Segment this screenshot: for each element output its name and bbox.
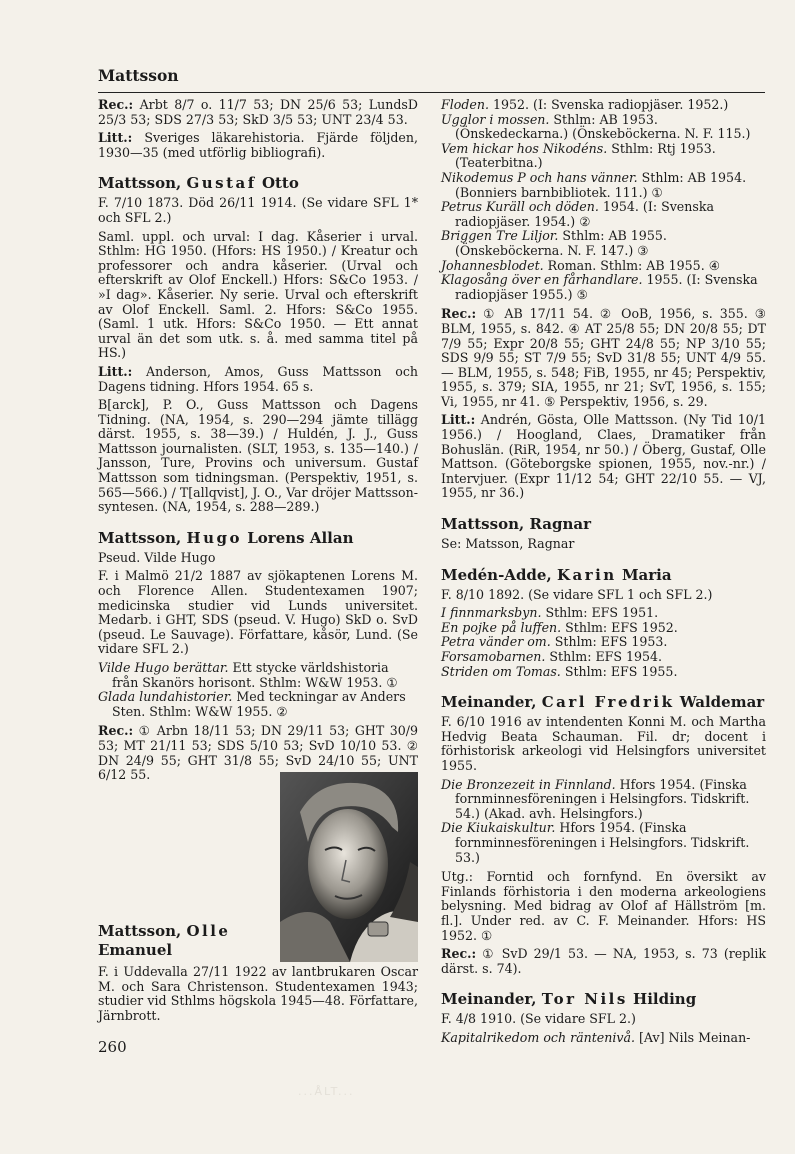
entry-heading (441, 990, 766, 1008)
heading-rest: Otto (261, 174, 299, 193)
work-entry (441, 113, 766, 142)
paragraph-text: Pseud. Vilde Hugo (98, 549, 216, 565)
text-paragraph (98, 551, 418, 566)
work-entry (441, 1031, 766, 1046)
heading-surname: Mattsson, (441, 515, 525, 534)
heading-rest: Ragnar (529, 515, 591, 534)
olle-surname: Mattsson, (98, 922, 182, 940)
header-rule (98, 92, 765, 93)
entry-heading (441, 693, 766, 711)
paragraph-text: Arbt 8/7 o. 11/7 53; DN 25/6 53; LundsD 25/3 53; SDS 27/3 53; SkD 3/5 53; UNT 23/4 53. (98, 97, 418, 127)
work-details: Sthlm: AB 1953. (Önskedeckarna.) (Önskeböckerna. N. F. 115.) (455, 111, 751, 142)
work-details: Sthlm: EFS 1951. (541, 605, 659, 621)
paragraph-text: Sveriges läkarehistoria. Fjärde följden, 1930—35 (med utförlig bibliografi). (98, 130, 418, 160)
left-column (98, 98, 418, 787)
work-entry (441, 635, 766, 650)
work-entry (441, 98, 766, 113)
paragraph-text: B[arck], P. O., Guss Mattsson och Dagens Tidning. (NA, 1954, s. 290—294 jämte tillägg därst. 1955, s. 38—39.) / Huldén, J. J., Guss Mattsson journalisten. (SLT, 1953, s. 135—140.) / Jansson, Ture, Provins och universum. Gustaf Mattsson som tidningsman. (Perspektiv, 1951, s. 565—566.) / T[allqvist], J. O., Var dröjer Mattsson-syntesen. (NA, 1954, s. 288—289.) (98, 397, 418, 515)
paragraph-text: ① SvD 29/1 53. — NA, 1953, s. 73 (replik därst. s. 74). (441, 946, 766, 976)
paragraph-text: F. 7/10 1873. Död 26/11 1914. (Se vidare SFL 1* och SFL 2.) (98, 195, 418, 225)
heading-surname: Mattsson, (98, 528, 182, 547)
work-title: I finnmarksbyn. (441, 605, 542, 621)
paragraph-label: Rec.: (441, 306, 477, 322)
work-title: Klagosång över en fårhandlare. (441, 272, 643, 288)
heading-surname: Mattsson, (98, 174, 182, 193)
work-details: Hfors 1954. (Finska fornminnesföreningen i Helsingfors. Tidskrift. 53.) (455, 820, 750, 865)
work-details: Sthlm: EFS 1955. (560, 663, 678, 679)
work-title: En pojke på luffen. (441, 619, 562, 635)
work-title: Briggen Tre Liljor. (441, 228, 559, 244)
paragraph-label: Rec.: (441, 946, 477, 962)
entry-heading (441, 566, 766, 584)
heading-given: Hugo (186, 528, 243, 547)
heading-given: Tor Nils (541, 990, 628, 1009)
paragraph-text: ① Arbn 18/11 53; DN 29/11 53; GHT 30/9 53; MT 21/11 53; SDS 5/10 53; SvD 10/10 53. ② DN 24/9 55; GHT 31/8 55; SvD 24/10 55; UNT 6/12 55. (98, 723, 418, 783)
paragraph-label: Litt.: (441, 412, 476, 428)
work-title: Glada lundahistorier. (98, 689, 233, 705)
text-paragraph (441, 413, 766, 501)
work-entry (441, 606, 766, 621)
work-details: [Av] Nils Meinan- (635, 1029, 751, 1045)
work-title: Floden. (441, 97, 489, 112)
work-details: 1952. (I: Svenska radiopjäser. 1952.) (488, 97, 729, 112)
paragraph-label: Litt.: (98, 130, 133, 146)
work-title: Die Kiukaiskultur. (441, 820, 556, 836)
paragraph-text: ① AB 17/11 54. ② OoB, 1956, s. 355. ③ BLM, 1955, s. 842. ④ AT 25/8 55; DN 20/8 55; DT 7/9 55; Expr 20/8 55; GHT 24/8 55; NP 3/10 55; SDS 9/9 55; ST 7/9 55; SvD 31/8 55; UNT 4/9 55. — BLM, 1955, s. 548; FiB, 1955, nr 45; Perspektiv, 1955, s. 379; SIA, 1955, nr 21; SvT, 1956, s. 155; Vi, 1955, nr 41. ⑤ Perspektiv, 1956, s. 29. (441, 306, 766, 409)
work-details: Ett stycke världshistoria från Skanörs horisont. Sthlm: W&W 1953. ① (112, 660, 398, 690)
work-entry (441, 171, 766, 200)
text-paragraph (441, 947, 766, 976)
heading-rest: Lorens Allan (247, 528, 354, 547)
page-number: 260 (98, 1038, 127, 1056)
text-paragraph (98, 398, 418, 515)
work-title: Striden om Tomas. (441, 663, 561, 679)
heading-surname: Meinander, (441, 693, 537, 712)
work-title: Forsamobarnen. (441, 649, 546, 664)
work-entry (441, 229, 766, 258)
work-title: Vilde Hugo berättar. (98, 660, 229, 675)
work-details: Roman. Sthlm: AB 1955. ④ (543, 257, 720, 273)
paragraph-text: F. i Malmö 21/2 1887 av sjökaptenen Lorens M. och Florence Allen. Studentexamen 1907; medicinska studier vid Lunds universitet. Medarb. i GHT, SDS (pseud. V. Hugo) SkD o. SvD (pseud. Le Sauvage). Författare, kåsör, Lund. (Se vidare SFL 2.) (98, 568, 418, 657)
paragraph-text: Andrén, Gösta, Olle Mattsson. (Ny Tid 10/1 1956.) / Hoogland, Claes, Dramatiker från Bohuslän. (RiR, 1954, nr 50.) / Öberg, Gustaf, Olle Mattson. (Göteborgske spionen, 1955, nov.-nr.) / Intervjuer. (Expr 11/12 54; GHT 22/10 55. — VJ, 1955, nr 36.) (441, 412, 766, 501)
text-paragraph (98, 196, 418, 225)
work-details: Sthlm: EFS 1953. (550, 634, 668, 650)
work-entry (441, 650, 766, 665)
entry-heading (441, 515, 766, 533)
olle-biography: F. i Uddevalla 27/11 1922 av lantbrukaren Oscar M. och Sara Christenson. Studentexamen 1943; studier vid Sthlms högskola 1945—48. Författare, Järnbrott. (98, 964, 418, 1023)
paragraph-text: Anderson, Amos, Guss Mattsson och Dagens tidning. Hfors 1954. 65 s. (98, 363, 418, 394)
running-head: Mattsson (98, 66, 179, 85)
work-title: Nikodemus P och hans vänner. (441, 169, 638, 185)
work-details: Sthlm: EFS 1952. (561, 619, 678, 635)
entry-heading (98, 174, 418, 192)
text-paragraph (441, 715, 766, 773)
text-paragraph (441, 870, 766, 943)
heading-given: Karin (556, 565, 617, 584)
heading-surname: Meinander, (441, 990, 537, 1009)
work-entry (441, 778, 766, 822)
text-paragraph (441, 537, 766, 552)
work-title: Kapitalrikedom och räntenivå. (441, 1029, 635, 1045)
heading-rest: Maria (621, 565, 672, 584)
entry-heading-olle-mattsson (98, 922, 273, 960)
work-entry (441, 142, 766, 171)
paragraph-text: F. 6/10 1916 av intendenten Konni M. och Martha Hedvig Beata Schauman. Fil. dr; docent i förhistorisk arkeologi vid Helsingfors universitet 1955. (441, 714, 766, 773)
author-portrait (280, 772, 418, 962)
heading-given: Gustaf (186, 174, 257, 193)
paragraph-label: Litt.: (98, 363, 133, 379)
work-entry (441, 259, 766, 274)
work-entry (441, 200, 766, 229)
work-details: Hfors 1954. (Finska fornminnesföreningen i Helsingfors. Tidskrift. 54.) (Akad. avh. Helsingfors.) (455, 776, 750, 821)
faint-bleed-through: ...ÅLT... (298, 1085, 355, 1098)
work-details: Med teckningar av Anders Sten. Sthlm: W&W 1955. ② (112, 689, 406, 719)
text-paragraph (98, 569, 418, 657)
work-entry (441, 273, 766, 302)
heading-rest: Waldemar (679, 693, 765, 712)
work-details: 1955. (I: Svenska radiopjäser 1955.) ⑤ (455, 272, 758, 302)
work-entry (98, 661, 418, 690)
text-paragraph (98, 230, 418, 361)
work-entry (98, 690, 418, 719)
paragraph-text: F. 8/10 1892. (Se vidare SFL 1 och SFL 2.) (441, 586, 713, 602)
paragraph-text: F. 4/8 1910. (Se vidare SFL 2.) (441, 1011, 636, 1027)
heading-given: Carl Fredrik (541, 693, 675, 712)
work-title: Die Bronzezeit in Finnland. (441, 776, 616, 792)
olle-given-name: Olle (186, 922, 231, 940)
work-details: Sthlm: Rtj 1953. (Teaterbitna.) (455, 140, 716, 171)
work-title: Petra vänder om. (441, 634, 551, 650)
paragraph-text: Saml. uppl. och urval: I dag. Kåserier i urval. Sthlm: HG 1950. (Hfors: HS 1950.) / Kreatur och professorer och andra kåserier. (Urval och efterskrift av Olof Enckell.) Hfors: S&Co 1953. / »I dag». Kåserier. Ny serie. Urval och efterskrift av Olof Enckell. Saml. 2. Hfors: S&Co 1955. (Saml. 1 utk. Hfors: S&Co 1950. — Ett annat urval än det som utk. s. å. med samma titel på HS.) (98, 228, 418, 361)
heading-rest: Hilding (633, 990, 697, 1009)
paragraph-text: Se: Matsson, Ragnar (441, 536, 575, 552)
work-details: Sthlm: EFS 1954. (545, 649, 663, 664)
work-entry (441, 621, 766, 636)
paragraph-text: Utg.: Forntid och fornfynd. En översikt av Finlands förhistoria i den moderna arkeologiens belysning. Med bidrag av Olof af Hällström [m. fl.]. Under red. av C. F. Meinander. Hfors: HS 1952. ① (441, 869, 766, 943)
work-title: Petrus Kuräll och döden. (441, 199, 599, 215)
text-paragraph (441, 307, 766, 409)
heading-surname: Medén-Adde, (441, 565, 552, 584)
work-title: Johannesblodet. (441, 257, 544, 273)
right-column (441, 98, 766, 1045)
text-paragraph (98, 98, 418, 127)
text-paragraph (98, 131, 418, 160)
work-entry (441, 665, 766, 680)
work-title: Vem hickar hos Nikodéns. (441, 140, 608, 156)
text-paragraph (441, 588, 766, 603)
work-entry (441, 821, 766, 865)
text-paragraph (98, 365, 418, 394)
entry-heading (98, 529, 418, 547)
paragraph-label: Rec.: (98, 97, 134, 112)
work-details: Sthlm: AB 1955. (Önskeböckerna. N. F. 147.) ③ (455, 228, 667, 258)
work-title: Ugglor i mossen. (441, 111, 550, 127)
text-paragraph (441, 1012, 766, 1027)
work-details: 1954. (I: Svenska radiopjäser. 1954.) ② (455, 199, 714, 229)
work-details: Sthlm: AB 1954. (Bonniers barnbibliotek. 111.) ① (455, 169, 747, 200)
olle-rest-name: Emanuel (98, 941, 173, 959)
paragraph-label: Rec.: (98, 723, 134, 739)
